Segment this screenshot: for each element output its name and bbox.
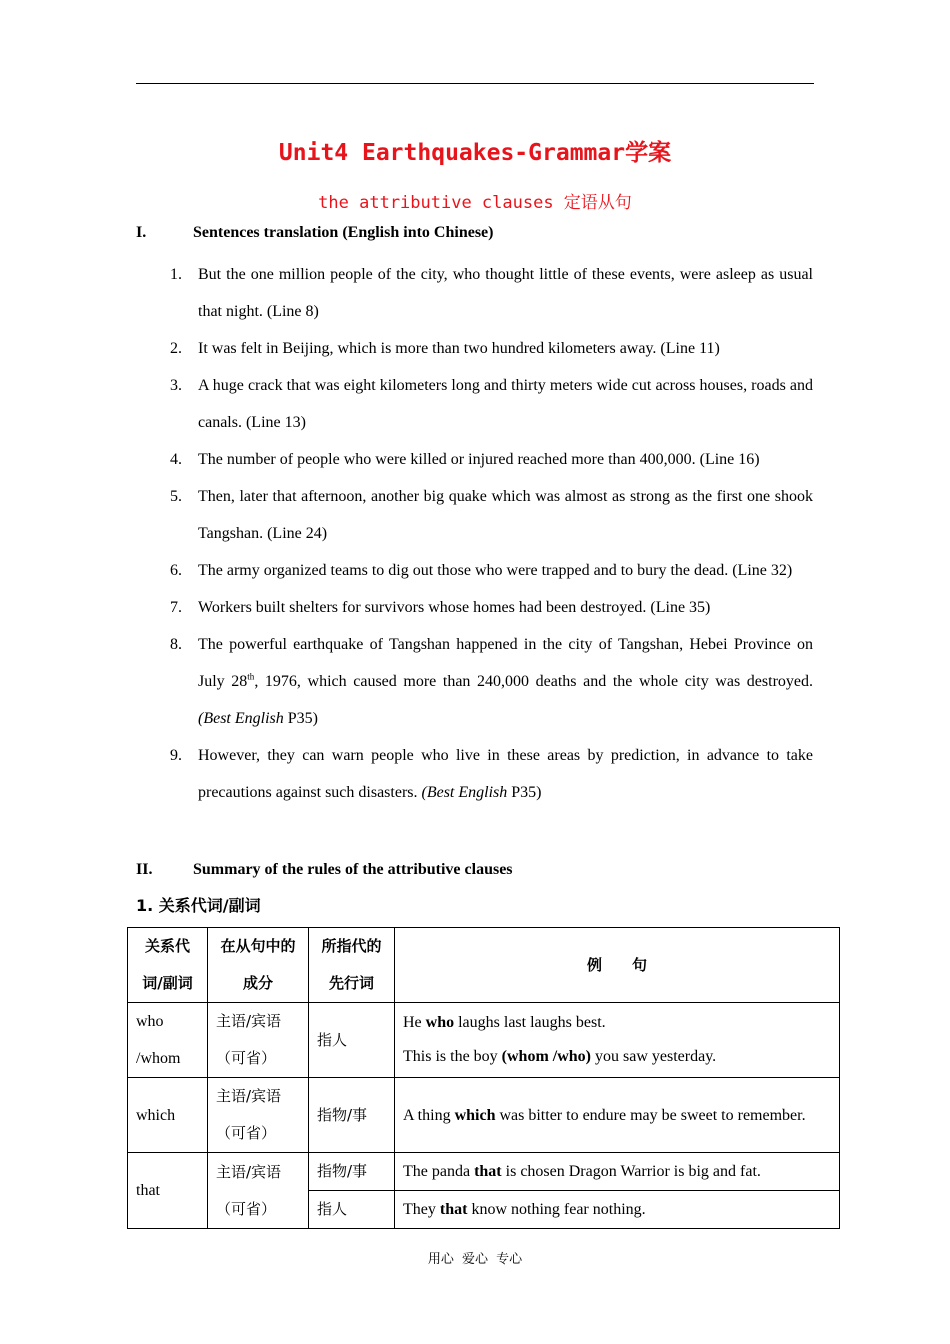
page-title: Unit4 Earthquakes-Grammar学案 [278, 140, 672, 166]
list-item: 3. A huge crack that was eight kilometers long and thirty meters wide cut across houses, roads and canals. (Line 13) [170, 377, 813, 431]
example-cell: He who laughs last laughs best. This is the boy (whom /who) you saw yesterday. [395, 1003, 840, 1078]
ref-cell: 指物/事 [309, 1153, 395, 1191]
rules-table [127, 927, 840, 1229]
ref-cell: 指物/事 [309, 1078, 395, 1153]
example-cell: The panda that is chosen Dragon Warrior is big and fat. [395, 1153, 840, 1191]
list-item: 1. But the one million people of the city, who thought little of these events, were asleep as usual that night. (Line 8) [170, 266, 813, 320]
example-cell: A thing which was bitter to endure may be sweet to remember. [395, 1078, 840, 1153]
word-cell: that [128, 1153, 208, 1229]
sentence-list [170, 256, 813, 811]
role-cell: 主语/宾语（可省） [208, 1153, 309, 1229]
table-header-row [128, 928, 840, 1003]
page-subtitle: the attributive clauses 定语从句 [318, 193, 632, 213]
header-rule [136, 83, 814, 84]
example-cell: They that know nothing fear nothing. [395, 1191, 840, 1229]
header-cell: 在从句中的成分 [208, 928, 309, 1003]
list-item: 7. Workers built shelters for survivors whose homes had been destroyed. (Line 35) [170, 599, 711, 616]
citation: (Best English [198, 710, 284, 727]
header-cell: 例 句 [395, 928, 840, 1003]
table-row [128, 1078, 840, 1153]
header-cell: 关系代词/副词 [128, 928, 208, 1003]
list-item: 5. Then, later that afternoon, another big quake which was almost as strong as the first one shook Tangshan. (Line 24) [170, 488, 813, 542]
list-item: 6. The army organized teams to dig out those who were trapped and to bury the dead. (Line 32) [170, 562, 793, 579]
role-cell: 主语/宾语（可省） [208, 1003, 309, 1078]
section-1-heading: I. Sentences translation (English into Chinese) [136, 224, 494, 241]
section-2-heading: II. Summary of the rules of the attributive clauses [136, 861, 513, 878]
table-row [128, 1153, 840, 1191]
list-item: 8. The powerful earthquake of Tangshan happened in the city of Tangshan, Hebei Province on July 28th, 1976, which caused more than 240,000 deaths and the whole city was destroyed. (Best English P35) [170, 636, 814, 727]
list-item: 9. However, they can warn people who live in these areas by prediction, in advance to take precautions against such disasters. (Best English P35) [170, 747, 813, 801]
ref-cell: 指人 [309, 1003, 395, 1078]
role-cell: 主语/宾语（可省） [208, 1078, 309, 1153]
list-item: 4. The number of people who were killed or injured reached more than 400,000. (Line 16) [170, 451, 760, 468]
table-row [128, 1003, 840, 1078]
subheading: 1. 关系代词/副词 [136, 896, 261, 915]
page-footer: 用心 爱心 专心 [427, 1252, 523, 1267]
citation: (Best English [421, 784, 508, 801]
header-cell: 所指代的先行词 [309, 928, 395, 1003]
word-cell: which [128, 1078, 208, 1153]
ref-cell: 指人 [309, 1191, 395, 1229]
list-item: 2. It was felt in Beijing, which is more than two hundred kilometers away. (Line 11) [170, 340, 720, 357]
word-cell: who /whom [128, 1003, 208, 1078]
